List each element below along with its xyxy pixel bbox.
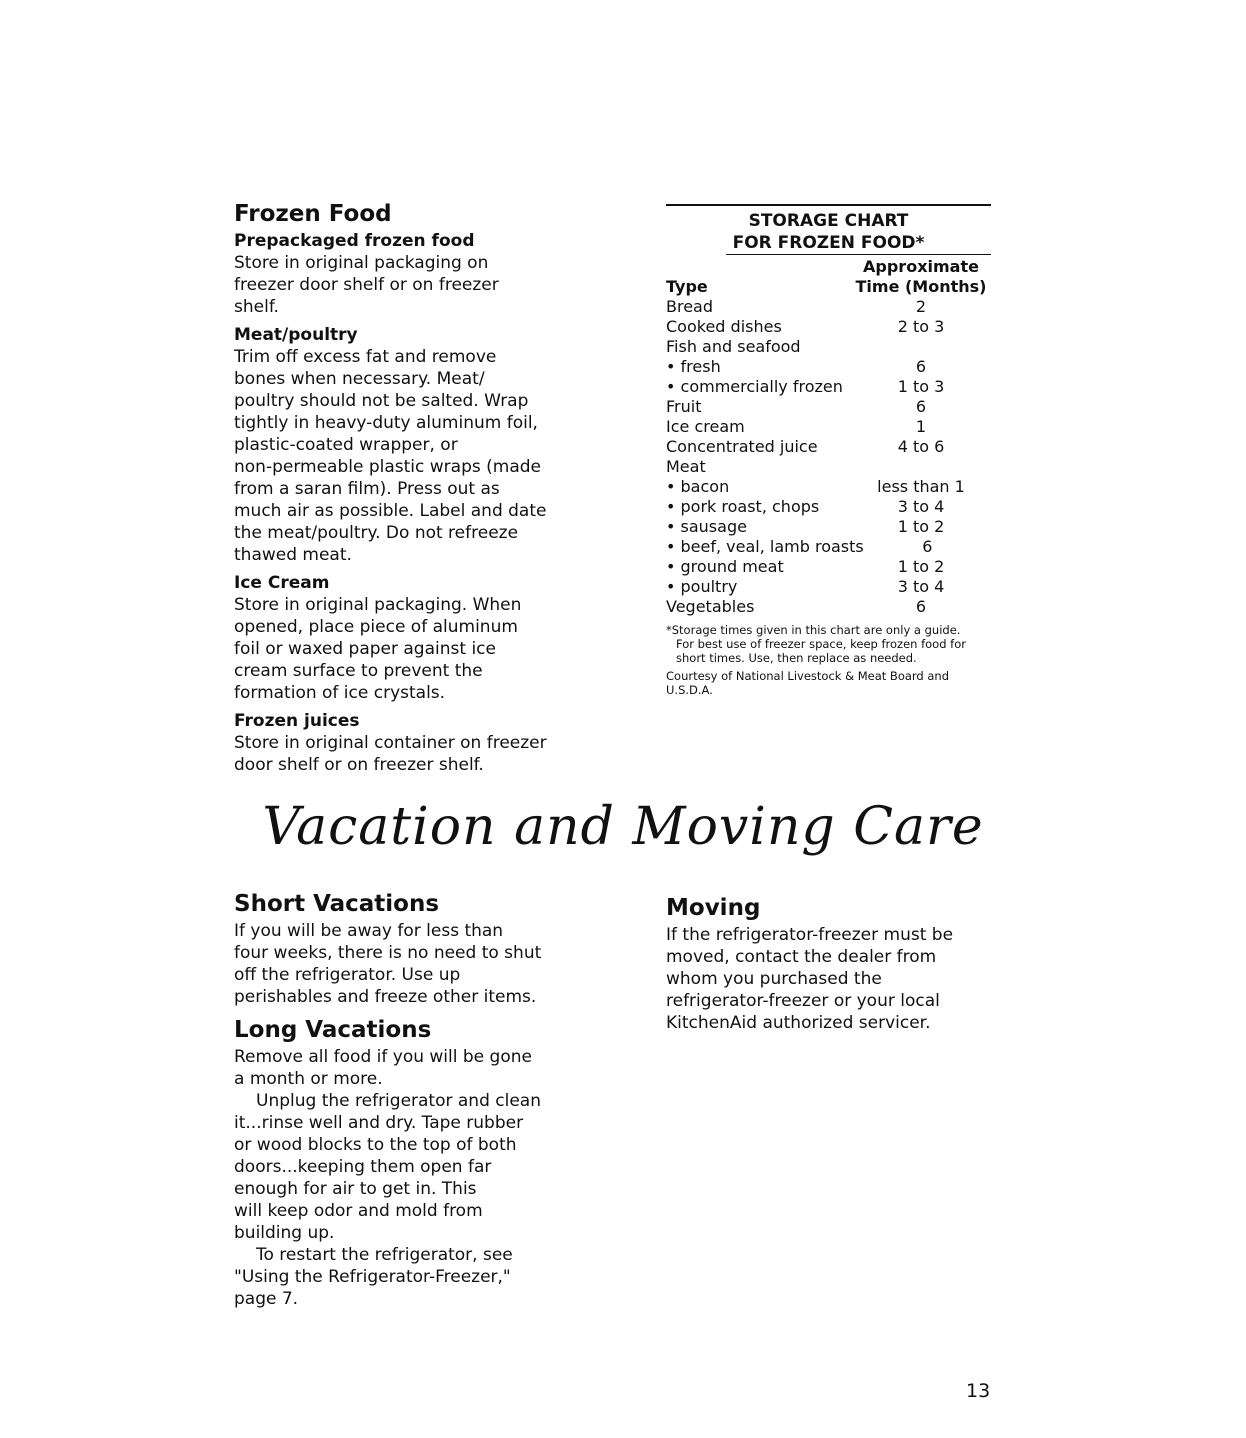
chart-row-type: Ice cream (666, 417, 745, 436)
chart-title-rule (726, 254, 991, 255)
long-vacations-heading: Long Vacations (234, 1017, 432, 1043)
moving-section (666, 894, 1006, 1034)
chart-row-type: • beef, veal, lamb roasts (666, 537, 864, 556)
chart-rows (666, 297, 991, 617)
chart-col-time-line2: Time (Months) (855, 277, 987, 296)
long-vacations-p2: Unplug the refrigerator and clean it...rinse well and dry. Tape rubber or wood blocks to the top of both doors...keeping them open far enough for air to get in. This will keep odor and mold from building up. (234, 1091, 541, 1243)
footnote-line2: For best use of freezer space, keep frozen food for (676, 637, 966, 651)
chart-row-time: 2 to 3 (897, 317, 945, 336)
frozen-food-heading: Frozen Food (234, 201, 392, 227)
chart-row-type: Cooked dishes (666, 317, 782, 336)
short-vacations-text: If you will be away for less than four weeks, there is no need to shut off the refrigerator. Use up perishables and freeze other items. (234, 921, 542, 1007)
chart-row-time: 3 to 4 (897, 497, 945, 516)
chart-courtesy: Courtesy of National Livestock & Meat Board and U.S.D.A. (666, 669, 950, 697)
chart-row (666, 537, 991, 557)
chart-row-type: • sausage (666, 517, 747, 536)
vacation-moving-banner: Vacation and Moving Care (262, 797, 984, 857)
vacations-section (234, 890, 594, 1310)
prepackaged-text: Store in original packaging on freezer door shelf or on freezer shelf. (234, 253, 499, 317)
chart-row-type: Fish and seafood (666, 337, 801, 356)
moving-heading: Moving (666, 895, 761, 921)
chart-row-time: 1 to 2 (897, 557, 945, 576)
chart-row (666, 397, 991, 417)
meat-poultry-heading: Meat/poultry (234, 325, 358, 345)
long-vacations-p1: Remove all food if you will be gone a month or more. (234, 1047, 532, 1089)
chart-row-time: 1 to 3 (897, 377, 945, 396)
chart-row (666, 437, 991, 457)
frozen-food-section (234, 200, 594, 776)
chart-title (666, 206, 991, 254)
chart-row (666, 577, 991, 597)
chart-row (666, 457, 991, 477)
chart-row-time: 6 (915, 597, 927, 616)
moving-text: If the refrigerator-freezer must be moved, contact the dealer from whom you purchased the refrigerator-freezer or your local KitchenAid authorized servicer. (666, 925, 954, 1033)
storage-chart (666, 204, 991, 697)
chart-col-time-line1: Approximate (863, 257, 979, 276)
chart-row-time: 6 (922, 537, 933, 556)
chart-row (666, 357, 991, 377)
ice-cream-heading: Ice Cream (234, 573, 330, 593)
chart-row (666, 517, 991, 537)
page-number: 13 (966, 1380, 991, 1402)
chart-row-type: Meat (666, 457, 706, 476)
footnote-line3: short times. Use, then replace as needed. (676, 651, 917, 665)
chart-row-time (851, 457, 991, 477)
chart-row-type: • ground meat (666, 557, 784, 576)
chart-row-time: less than 1 (877, 477, 965, 496)
chart-row-type: Vegetables (666, 597, 755, 616)
chart-col-type: Type (666, 277, 708, 296)
chart-footnote (666, 623, 991, 665)
frozen-juices-text: Store in original container on freezer door shelf or on freezer shelf. (234, 733, 547, 775)
footnote-line1: *Storage times given in this chart are only a guide. (666, 623, 961, 637)
chart-row-type: Bread (666, 297, 714, 316)
chart-row (666, 557, 991, 577)
frozen-juices-heading: Frozen juices (234, 711, 360, 731)
chart-row-type: • poultry (666, 577, 738, 596)
chart-row-time (851, 337, 991, 357)
chart-row-type: • bacon (666, 477, 730, 496)
chart-col-time (851, 257, 991, 297)
short-vacations-heading: Short Vacations (234, 891, 440, 917)
chart-row-type: • pork roast, chops (666, 497, 820, 516)
chart-row-time: 2 (915, 297, 927, 316)
chart-row-time: 4 to 6 (897, 437, 945, 456)
chart-row (666, 297, 991, 317)
meat-poultry-text: Trim off excess fat and remove bones when necessary. Meat/ poultry should not be salted. Wrap tightly in heavy-duty aluminum foil, plastic-coated wrapper, or non-permeable plastic wraps (made from a saran film). Press out as much air as possible. Label and date the meat/poultry. Do not refreeze thawed meat. (234, 347, 547, 565)
chart-row-time: 1 to 2 (897, 517, 945, 536)
chart-row-type: • commercially frozen (666, 377, 843, 396)
ice-cream-text: Store in original packaging. When opened, place piece of aluminum foil or waxed paper against ice cream surface to prevent the formation of ice crystals. (234, 595, 522, 703)
chart-header-row (666, 257, 991, 297)
chart-row-time: 1 (915, 417, 927, 436)
chart-row-type: Concentrated juice (666, 437, 818, 456)
chart-row-time: 6 (915, 397, 927, 416)
chart-title-line1: STORAGE CHART (748, 211, 909, 231)
chart-row (666, 477, 991, 497)
chart-row-time: 6 (915, 357, 927, 376)
chart-row (666, 337, 991, 357)
chart-row-time: 3 to 4 (897, 577, 945, 596)
long-vacations-p3: To restart the refrigerator, see "Using the Refrigerator-Freezer," page 7. (234, 1245, 513, 1309)
chart-row-type: Fruit (666, 397, 702, 416)
chart-row (666, 597, 991, 617)
chart-title-line2: FOR FROZEN FOOD* (732, 233, 925, 253)
chart-row (666, 377, 991, 397)
chart-row (666, 417, 991, 437)
chart-row (666, 497, 991, 517)
chart-row-type: • fresh (666, 357, 721, 376)
chart-row (666, 317, 991, 337)
prepackaged-heading: Prepackaged frozen food (234, 231, 475, 251)
